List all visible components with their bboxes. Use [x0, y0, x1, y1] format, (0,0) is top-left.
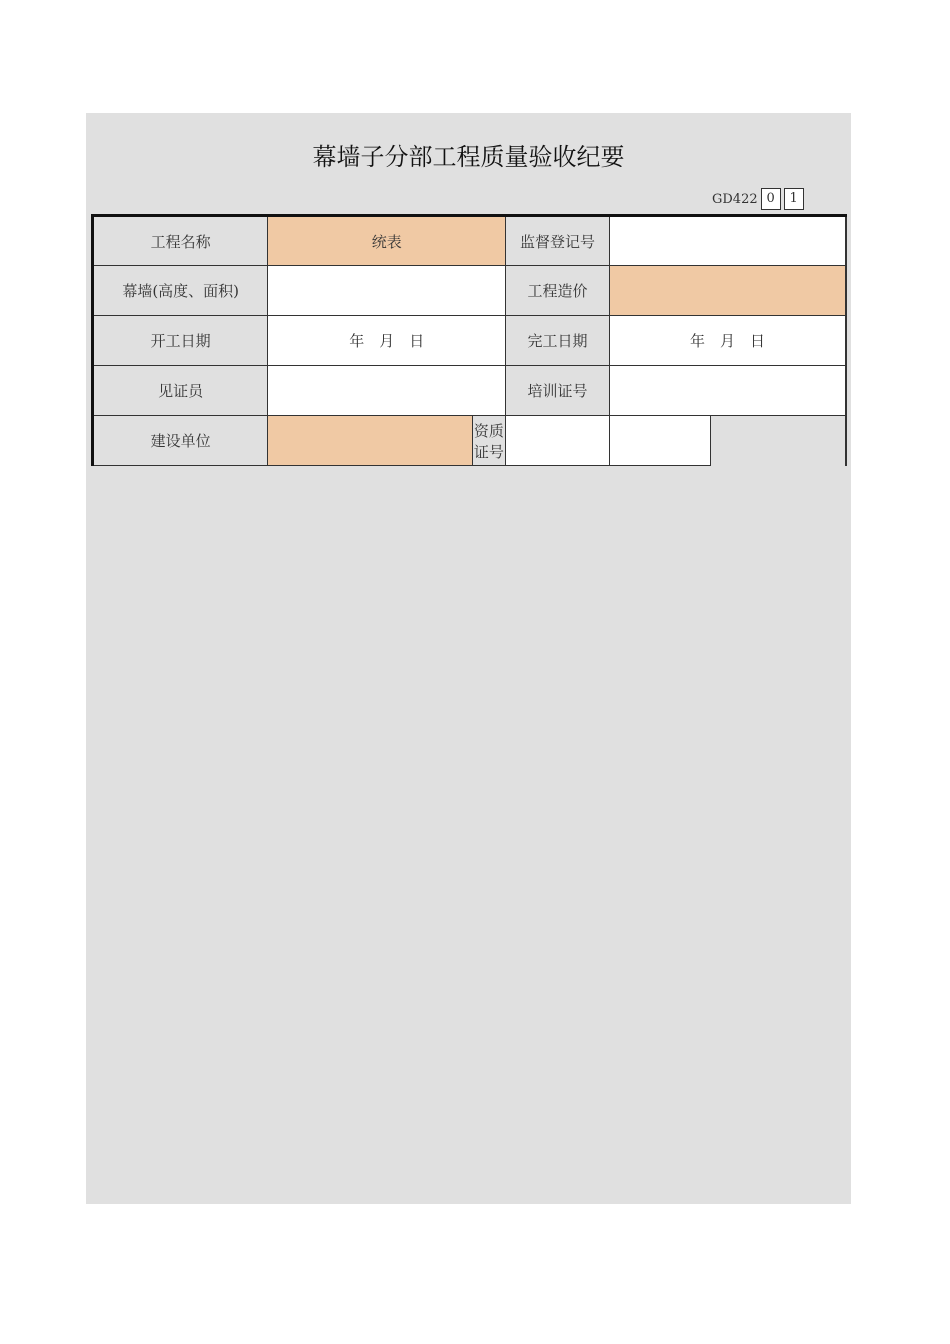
form-code-box-1[interactable]: 0 [761, 188, 781, 210]
supervision-reg-label: 监督登记号 [506, 216, 610, 266]
training-cert-label: 培训证号 [506, 366, 610, 416]
end-date-label: 完工日期 [506, 316, 610, 366]
start-date-label: 开工日期 [93, 316, 268, 366]
registration-field[interactable] [609, 416, 711, 466]
form-code-prefix: GD422 [712, 191, 758, 207]
witness-field[interactable] [268, 366, 506, 416]
qualification-label: 资质证号 [472, 416, 505, 466]
curtain-wall-label: 幕墙(高度、面积) [93, 266, 268, 316]
page-title: 幕墙子分部工程质量验收纪要 [312, 143, 625, 171]
acceptance-form-table [91, 214, 847, 466]
curtain-wall-field[interactable] [268, 266, 506, 316]
witness-label: 见证员 [93, 366, 268, 416]
project-cost-label: 工程造价 [506, 266, 610, 316]
project-name-label: 工程名称 [93, 216, 268, 266]
training-cert-field[interactable] [609, 366, 846, 416]
form-code [712, 188, 804, 210]
unit-name-field[interactable] [268, 416, 472, 466]
end-date-field[interactable]: 年 月 日 [609, 316, 846, 366]
unit-label: 建设单位 [93, 416, 268, 466]
form-code-box-2[interactable]: 1 [784, 188, 804, 210]
form-sheet [86, 113, 851, 1204]
project-cost-field[interactable] [609, 266, 846, 316]
project-name-field[interactable]: 统表 [268, 216, 506, 266]
qualification-field[interactable] [506, 416, 610, 466]
unit-row-construction [93, 416, 847, 466]
start-date-field[interactable]: 年 月 日 [268, 316, 506, 366]
supervision-reg-field[interactable] [609, 216, 846, 266]
